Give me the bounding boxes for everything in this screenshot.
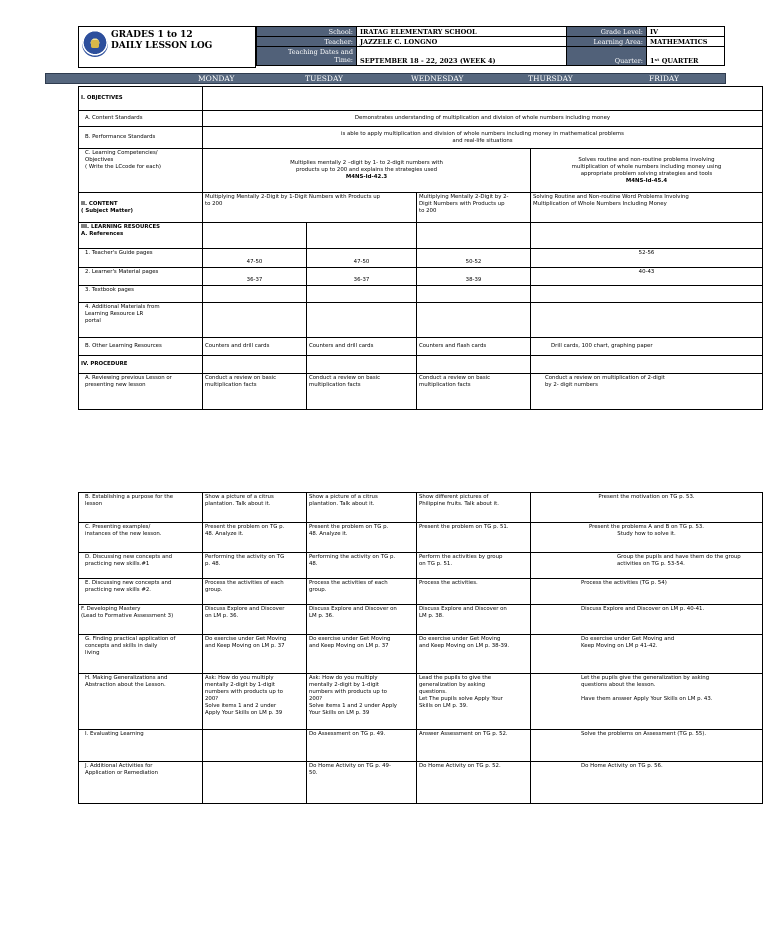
objectives-cell (203, 87, 763, 111)
generalization-thu-fri: Let the pupils give the generalization by asking questions about the lesson. Have them answer Apply Your Skills on LM p. 43. (531, 674, 763, 730)
teachers-guide-label: 1. Teacher's Guide pages (79, 249, 203, 268)
competencies-mon-wed-code: M4NS-Id-42.3 (345, 174, 388, 180)
additional-activities-wed: Do Home Activity on TG p. 52. (417, 762, 531, 804)
additional-wed (417, 303, 531, 338)
day-header-bar (45, 73, 726, 84)
evaluation-mon (203, 730, 307, 762)
application-thu-fri: Do exercise under Get Moving and Keep Moving on LM p 41-42. (531, 635, 763, 674)
header-title-box (78, 26, 256, 68)
purpose-mon: Show a picture of a citrus plantation. Talk about it. (203, 493, 307, 523)
document-title (111, 30, 212, 52)
mastery-wed: Discuss Explore and Discover on LM p. 38. (417, 605, 531, 635)
new-concepts-1-tue: Performing the activity on TG p. 48. (307, 553, 417, 579)
evaluation-tue: Do Assessment on TG p. 49. (307, 730, 417, 762)
new-concepts-1-label: D. Discussing new concepts and practicing new skills.#1 (79, 553, 203, 579)
learners-material-tue: 36-37 (307, 268, 417, 286)
learners-material-thu-fri: 40-43 (531, 268, 763, 286)
lesson-table-procedures (78, 492, 763, 804)
new-concepts-2-wed: Process the activities. (417, 579, 531, 605)
competencies-thu-fri-code: M4NS-Id-45.4 (625, 177, 668, 184)
school-value: IRATAG ELEMENTARY SCHOOL (357, 27, 567, 37)
application-label: G. Finding practical application of concepts and skills in daily living (79, 635, 203, 674)
purpose-label: B. Establishing a purpose for the lesson (79, 493, 203, 523)
content-label: II. CONTENT ( Subject Matter) (79, 193, 203, 223)
examples-tue: Present the problem on TG p. 48. Analyze it. (307, 523, 417, 553)
performance-standards-value: is able to apply multiplication and division of whole numbers including money in mathematical problems and real-life situations (203, 127, 763, 149)
area-label: Learning Area: (567, 37, 647, 47)
generalization-label: H. Making Generalizations and Abstraction about the Lesson. (79, 674, 203, 730)
procedure-label: IV. PROCEDURE (79, 356, 203, 374)
mastery-mon: Discuss Explore and Discover on LM p. 36. (203, 605, 307, 635)
dates-value: SEPTEMBER 18 - 22, 2023 (WEEK 4) (357, 47, 567, 66)
additional-thu-fri (531, 303, 763, 338)
application-mon: Do exercise under Get Moving and Keep Moving on LM p. 37 (203, 635, 307, 674)
textbook-tue (307, 286, 417, 303)
application-wed: Do exercise under Get Moving and Keep Moving on LM p. 38-39. (417, 635, 531, 674)
review-thu-fri: Conduct a review on multiplication of 2-digit by 2- digit numbers (531, 374, 763, 410)
generalization-wed: Lead the pupils to give the generalization by asking questions. Let The pupils solve Apply Your Skills on LM p. 39. (417, 674, 531, 730)
other-resources-label: B. Other Learning Resources (79, 338, 203, 356)
new-concepts-2-thu-fri: Process the activities (TG p. 54) (531, 579, 763, 605)
day-thursday: THURSDAY (528, 74, 573, 83)
textbook-mon (203, 286, 307, 303)
purpose-thu-fri: Present the motivation on TG p. 53. (531, 493, 763, 523)
textbook-label: 3. Textbook pages (79, 286, 203, 303)
teachers-guide-tue: 47-50 (307, 249, 417, 268)
grade-label: Grade Level: (567, 27, 647, 37)
content-standards-label: A. Content Standards (79, 111, 203, 127)
review-mon: Conduct a review on basic multiplication facts (203, 374, 307, 410)
resources-mon (203, 223, 307, 249)
additional-materials-label: 4. Additional Materials from Learning Resource LR portal (79, 303, 203, 338)
additional-activities-label: J. Additional Activities for Application or Remediation (79, 762, 203, 804)
additional-tue (307, 303, 417, 338)
textbook-thu-fri (531, 286, 763, 303)
review-tue: Conduct a review on basic multiplication facts (307, 374, 417, 410)
other-resources-tue: Counters and drill cards (307, 338, 417, 356)
mastery-thu-fri: Discuss Explore and Discover on LM p. 40-41. (531, 605, 763, 635)
teachers-guide-wed: 50-52 (417, 249, 531, 268)
content-thu-fri: Solving Routine and Non-routine Word Problems Involving Multiplication of Whole Numbers Including Money (531, 193, 763, 223)
teacher-value: JAZZELE C. LONGNO (357, 37, 567, 47)
performance-standards-label: B. Performance Standards (79, 127, 203, 149)
competencies-thu-fri (531, 149, 763, 193)
additional-activities-mon (203, 762, 307, 804)
examples-label: C. Presenting examples/ instances of the new lesson. (79, 523, 203, 553)
procedure-wed (417, 356, 531, 374)
teachers-guide-mon: 47-50 (203, 249, 307, 268)
other-resources-mon: Counters and drill cards (203, 338, 307, 356)
teacher-label: Teacher: (257, 37, 357, 47)
learners-material-mon: 36-37 (203, 268, 307, 286)
content-mon-tue: Multiplying Mentally 2-Digit by 1-Digit Numbers with Products up to 200 (203, 193, 417, 223)
learners-material-label: 2. Learner's Material pages (79, 268, 203, 286)
other-resources-thu-fri: Drill cards, 100 chart, graphing paper (531, 338, 763, 356)
day-tuesday: TUESDAY (305, 74, 344, 83)
evaluation-label: I. Evaluating Learning (79, 730, 203, 762)
quarter-label: Quarter: (567, 47, 647, 66)
header-info-table (256, 26, 725, 66)
additional-mon (203, 303, 307, 338)
new-concepts-1-mon: Performing the activity on TG p. 48. (203, 553, 307, 579)
day-friday: FRIDAY (649, 74, 679, 83)
examples-thu-fri: Present the problems A and B on TG p. 53. Study how to solve it. (531, 523, 763, 553)
quarter-value: 1ˢᵗ QUARTER (647, 47, 725, 66)
purpose-wed: Show different pictures of Philippine fruits. Talk about it. (417, 493, 531, 523)
additional-activities-thu-fri: Do Home Activity on TG p. 56. (531, 762, 763, 804)
competencies-thu-fri-text: Solves routine and non-routine problems involving multiplication of whole numbers including money using appropriate problem solving strategies and tools (571, 156, 722, 177)
teachers-guide-thu-fri: 52-56 (531, 249, 763, 268)
day-monday: MONDAY (198, 74, 235, 83)
new-concepts-1-wed: Perform the activities by group on TG p. 51. (417, 553, 531, 579)
procedure-mon (203, 356, 307, 374)
examples-wed: Present the problem on TG p. 51. (417, 523, 531, 553)
textbook-wed (417, 286, 531, 303)
examples-mon: Present the problem on TG p. 48. Analyze it. (203, 523, 307, 553)
competencies-mon-wed (203, 149, 531, 193)
resources-wed (417, 223, 531, 249)
area-value: MATHEMATICS (647, 37, 725, 47)
additional-activities-tue: Do Home Activity on TG p. 49- 50. (307, 762, 417, 804)
competencies-mon-wed-text: Multiplies mentally 2 –digit by 1- to 2-digit numbers with products up to 200 and explains the strategies used (290, 160, 443, 173)
learners-material-wed: 38-39 (417, 268, 531, 286)
new-concepts-2-label: E. Discussing new concepts and practicing new skills #2. (79, 579, 203, 605)
review-label: A. Reviewing previous Lesson or presenting new lesson (79, 374, 203, 410)
evaluation-thu-fri: Solve the problems on Assessment (TG p. 55). (531, 730, 763, 762)
generalization-tue: Ask: How do you multiply mentally 2-digit by 1-digit numbers with products up to 200? Solve items 1 and 2 under Apply Your Skills on LM p. 39 (307, 674, 417, 730)
new-concepts-2-mon: Process the activities of each group. (203, 579, 307, 605)
dates-label: Teaching Dates and Time: (257, 47, 357, 66)
title-line-2: DAILY LESSON LOG (111, 41, 213, 51)
procedure-thu-fri (531, 356, 763, 374)
learning-resources-label: III. LEARNING RESOURCES A. References (79, 223, 203, 249)
review-wed: Conduct a review on basic multiplication facts (417, 374, 531, 410)
application-tue: Do exercise under Get Moving and Keep Moving on LM p. 37 (307, 635, 417, 674)
title-line-1: GRADES 1 to 12 (111, 30, 193, 40)
lesson-table-objectives (78, 86, 763, 410)
day-wednesday: WEDNESDAY (411, 74, 464, 83)
grade-value: IV (647, 27, 725, 37)
new-concepts-2-tue: Process the activities of each group. (307, 579, 417, 605)
resources-thu-fri (531, 223, 763, 249)
other-resources-wed: Counters and flash cards (417, 338, 531, 356)
new-concepts-1-thu-fri: Group the pupils and have them do the group activities on TG p. 53-54. (531, 553, 763, 579)
resources-tue (307, 223, 417, 249)
generalization-mon: Ask: How do you multiply mentally 2-digit by 1-digit numbers with products up to 200? Solve items 1 and 2 under Apply Your Skills on LM p. 39 (203, 674, 307, 730)
objectives-heading: I. OBJECTIVES (79, 87, 203, 111)
content-standards-value: Demonstrates understanding of multiplication and division of whole numbers including money (203, 111, 763, 127)
competencies-label: C. Learning Competencies/ Objectives ( Write the LCcode for each) (79, 149, 203, 193)
mastery-label: F. Developing Mastery (Lead to Formative Assessment 3) (79, 605, 203, 635)
procedure-tue (307, 356, 417, 374)
evaluation-wed: Answer Assessment on TG p. 52. (417, 730, 531, 762)
mastery-tue: Discuss Explore and Discover on LM p. 36. (307, 605, 417, 635)
purpose-tue: Show a picture of a citrus plantation. Talk about it. (307, 493, 417, 523)
deped-seal-icon (82, 31, 108, 57)
content-wed: Multiplying Mentally 2-Digit by 2- Digit Numbers with Products up to 200 (417, 193, 531, 223)
school-label: School: (257, 27, 357, 37)
